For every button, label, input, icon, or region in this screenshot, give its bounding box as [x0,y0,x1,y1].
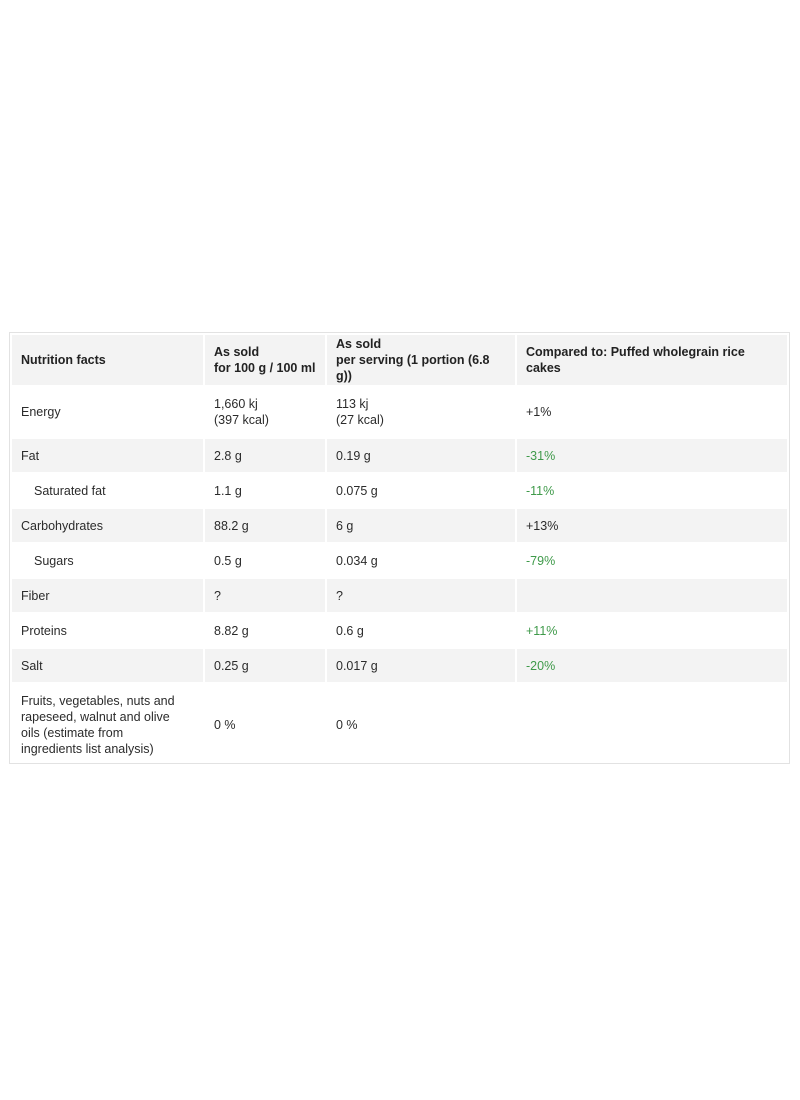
energy-serving [327,387,515,437]
saturated-fat-label: Saturated fat [34,483,106,498]
fruits-compare [517,684,787,766]
row-carbohydrates [12,509,787,542]
fruits-label-line3: oils (estimate from [21,726,124,740]
energy-serving-kcal: (27 kcal) [336,413,384,427]
fruits-label-line1: Fruits, vegetables, nuts and [21,694,175,708]
row-fruits-vegetables [12,684,787,766]
carbohydrates-compare: +13% [517,509,787,542]
fiber-label: Fiber [12,579,203,612]
fruits-per100: 0 % [214,718,236,732]
header-per-serving-line1: As sold [336,337,382,351]
salt-per100: 0.25 g [205,649,325,682]
header-per-serving-line2: per serving (1 portion (6.8 g)) [336,353,490,383]
proteins-label: Proteins [21,623,67,638]
energy-label: Energy [21,405,61,419]
header-nutrition-facts: Nutrition facts [12,335,203,385]
header-per-100g [205,335,325,385]
proteins-per100: 8.82 g [214,623,249,638]
header-per-serving [327,335,515,385]
header-per-100g-line1: As sold [214,345,260,359]
salt-label: Salt [12,649,203,682]
header-compared-to: Compared to: Puffed wholegrain rice cakes [517,335,787,385]
salt-serving: 0.017 g [327,649,515,682]
sugars-compare: -79% [526,553,556,568]
fiber-compare [517,579,787,612]
fruits-serving: 0 % [336,718,358,732]
salt-compare: -20% [517,649,787,682]
energy-per100 [205,387,325,437]
row-energy [12,387,787,437]
energy-compare: +1% [526,405,552,419]
carbohydrates-serving: 6 g [327,509,515,542]
fat-serving: 0.19 g [327,439,515,472]
energy-serving-kj: 113 kj [336,397,369,411]
row-proteins [12,614,787,647]
energy-per100-kcal: (397 kcal) [214,413,269,427]
fruits-label-line2: rapeseed, walnut and olive [21,710,170,724]
proteins-serving: 0.6 g [336,623,364,638]
fiber-per100: ? [205,579,325,612]
carbohydrates-per100: 88.2 g [205,509,325,542]
fiber-serving: ? [327,579,515,612]
sugars-label: Sugars [34,553,74,568]
fruits-label-line4: ingredients list analysis) [21,742,154,756]
proteins-compare: +11% [526,623,558,638]
row-saturated-fat [12,474,787,507]
row-salt [12,649,787,682]
fat-label: Fat [12,439,203,472]
energy-per100-kj: 1,660 kj [214,397,258,411]
row-fiber [12,579,787,612]
sugars-per100: 0.5 g [214,553,242,568]
header-per-100g-line2: for 100 g / 100 ml [214,361,316,375]
row-sugars [12,544,787,577]
fat-per100: 2.8 g [205,439,325,472]
carbohydrates-label: Carbohydrates [12,509,203,542]
sugars-serving: 0.034 g [336,553,378,568]
saturated-fat-per100: 1.1 g [214,483,242,498]
saturated-fat-compare: -11% [526,483,555,498]
fruits-label [12,684,203,766]
saturated-fat-serving: 0.075 g [336,483,378,498]
nutrition-table-container [9,332,790,764]
fat-compare: -31% [517,439,787,472]
row-fat [12,439,787,472]
table-header-row [12,335,787,385]
nutrition-table [10,333,789,768]
